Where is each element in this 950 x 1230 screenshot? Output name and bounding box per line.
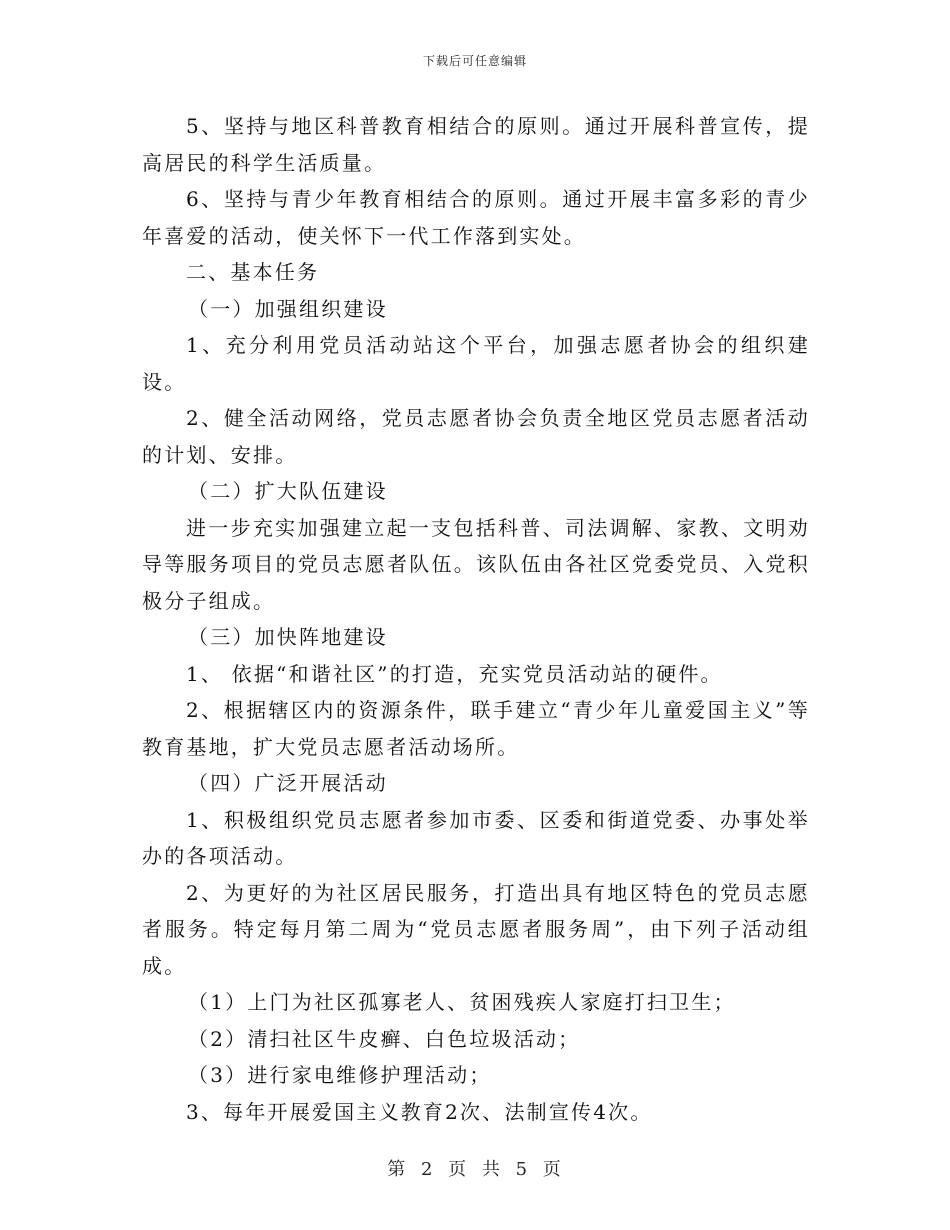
footer-prefix: 第 <box>387 1159 408 1180</box>
subsection-heading: （二）扩大队伍建设 <box>188 479 388 503</box>
subsection-heading: （三）加快阵地建设 <box>188 625 388 649</box>
footer-total-pages: 5 <box>515 1159 530 1180</box>
page-header-note: 下载后可任意编辑 <box>422 54 527 68</box>
paragraph: 2、为更好的为社区居民服务，打造出具有地区特色的党员志愿者服务。特定每月第二周为“党员志愿者服务周”，由下列子活动组成。 <box>142 880 810 978</box>
paragraph: 1、 依据“和谐社区”的打造，充实党员活动站的硬件。 <box>186 661 723 686</box>
footer-suffix: 页 <box>542 1159 563 1180</box>
list-item: （3）进行家电维修护理活动； <box>188 1063 492 1087</box>
subsection-heading: （一）加强组织建设 <box>188 296 388 321</box>
section-heading: 二、基本任务 <box>186 260 320 284</box>
page-number-footer <box>0 1155 950 1181</box>
list-item: （1）上门为社区孤寡老人、贫困残疾人家庭打扫卫生； <box>188 990 736 1014</box>
paragraph: 5、坚持与地区科普教育相结合的原则。通过开展科普宣传，提高居民的科学生活质量。 <box>142 114 810 175</box>
document-body <box>142 108 810 1130</box>
paragraph: 2、健全活动网络，党员志愿者协会负责全地区党员志愿者活动的计划、安排。 <box>142 406 810 467</box>
subsection-heading: （四）广泛开展活动 <box>188 771 388 795</box>
paragraph: 2、根据辖区内的资源条件，联手建立“青少年儿童爱国主义”等教育基地，扩大党员志愿者活动场所。 <box>142 698 810 759</box>
footer-total-label: 共 <box>481 1159 502 1180</box>
footer-current-page: 2 <box>420 1159 435 1180</box>
paragraph: 1、积极组织党员志愿者参加市委、区委和街道党委、办事处举办的各项活动。 <box>142 807 810 868</box>
paragraph: 3、每年开展爱国主义教育2次、法制宣传4次。 <box>186 1099 653 1124</box>
footer-page-word: 页 <box>448 1159 469 1180</box>
paragraph: 6、坚持与青少年教育相结合的原则。通过开展丰富多彩的青少年喜爱的活动，使关怀下一代工作落到实处。 <box>142 187 810 248</box>
list-item: （2）清扫社区牛皮癣、白色垃圾活动； <box>188 1026 581 1051</box>
paragraph: 进一步充实加强建立起一支包括科普、司法调解、家教、文明劝导等服务项目的党员志愿者队伍。该队伍由各社区党委党员、入党积极分子组成。 <box>142 515 810 613</box>
paragraph: 1、充分利用党员活动站这个平台，加强志愿者协会的组织建设。 <box>142 333 810 394</box>
